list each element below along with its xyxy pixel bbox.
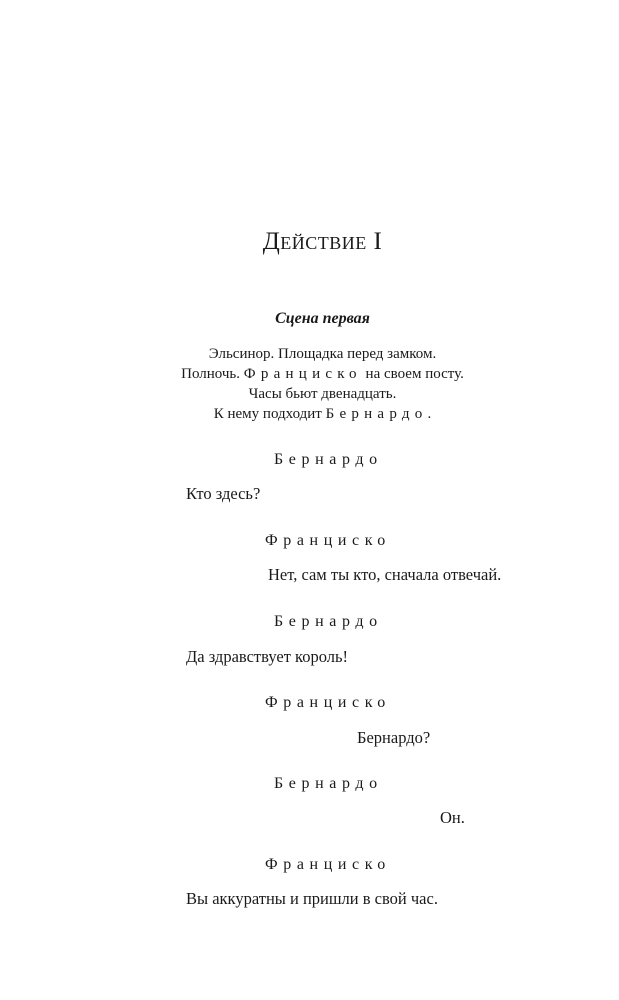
dialogue-line: Он. — [440, 808, 465, 827]
dialogue-line: Нет, сам ты кто, сначала отвечай. — [268, 565, 502, 584]
speaker-name: Франциско — [265, 694, 391, 711]
dialogue-line: Да здравствует король! — [186, 647, 349, 666]
text: Полночь. — [181, 366, 241, 382]
stage-direction-line: Часы бьют двенадцать. — [248, 386, 397, 402]
character-name: Бернардо — [325, 406, 428, 422]
stage-direction-line — [0, 404, 619, 424]
scene-title: Сцена первая — [275, 310, 370, 327]
stage-direction-line — [0, 364, 619, 384]
text: . — [427, 406, 432, 422]
dialogue-line: Кто здесь? — [186, 484, 261, 503]
text: на своем посту. — [365, 366, 464, 382]
stage-direction-line: Эльсинор. Площадка перед замком. — [208, 346, 437, 362]
stage-directions — [0, 344, 619, 424]
speaker-name: Бернардо — [274, 613, 383, 630]
speaker-name: Франциско — [265, 532, 391, 549]
dialogue-line: Бернардо? — [357, 728, 431, 747]
dialogue-line: Вы аккуратны и пришли в свой час. — [186, 889, 438, 908]
speaker-name: Франциско — [265, 856, 391, 873]
act-title: Действие I — [262, 228, 383, 255]
speaker-name: Бернардо — [274, 451, 383, 468]
character-name: Франциско — [243, 366, 362, 382]
speaker-name: Бернардо — [274, 775, 383, 792]
text: К нему подходит — [213, 406, 322, 422]
